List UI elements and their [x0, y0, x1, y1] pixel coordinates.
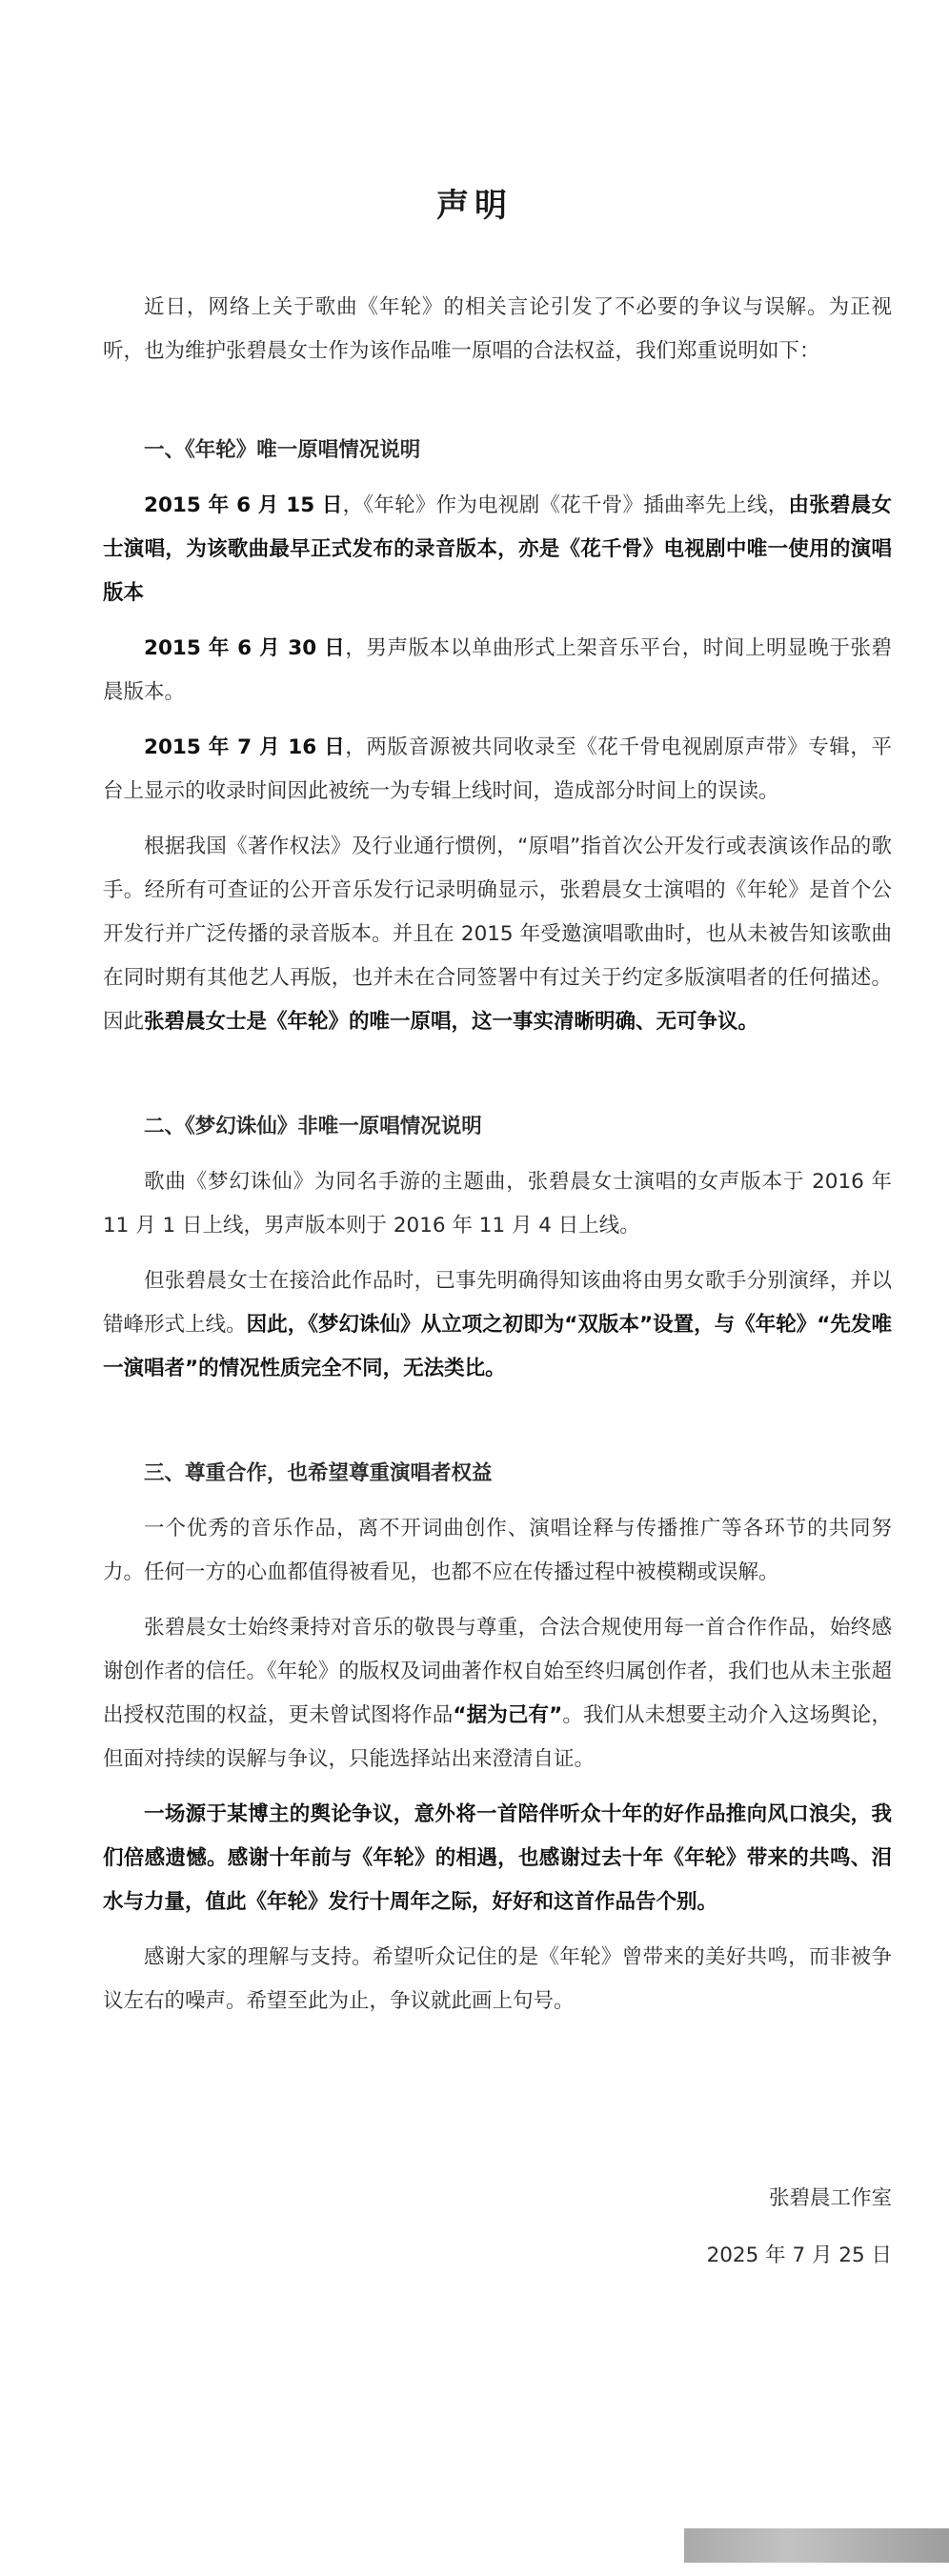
intro-paragraph: 近日，网络上关于歌曲《年轮》的相关言论引发了不必要的争议与误解。为正视听，也为维护张碧晨女士作为该作品唯一原唱的合法权益，我们郑重说明如下： [103, 295, 892, 363]
section-1-paragraph-4: 根据我国《著作权法》及行业通行惯例，“原唱”指首次公开发行或表演该作品的歌手。经所有可查证的公开音乐发行记录明确显示，张碧晨女士演唱的《年轮》是首个公开发行并广泛传播的录音版本。并且在 2015 年受邀演唱歌曲时，也从未被告知该歌曲在同时期有其他艺人再版，也并未在合同签署中有过关于约定多版演唱者的任何描述。因此张碧晨女士是《年轮》的唯一原唱，这一事实清晰明确、无可争议。 [103, 835, 892, 1034]
statement-body [103, 286, 892, 2035]
page-title: 声明 [436, 187, 513, 225]
section-2-paragraph-2: 但张碧晨女士在接洽此作品时，已事先明确得知该曲将由男女歌手分别演绎，并以错峰形式上线。因此，《梦幻诛仙》从立项之初即为“双版本”设置，与《年轮》“先发唯一演唱者”的情况性质完全不同，无法类比。 [103, 1269, 892, 1380]
signature-name: 张碧晨工作室 [768, 2186, 892, 2210]
section-3-paragraph-3: 一场源于某博主的舆论争议，意外将一首陪伴听众十年的好作品推向风口浪尖，我们倍感遗憾。感谢十年前与《年轮》的相遇，也感谢过去十年《年轮》带来的共鸣、泪水与力量，值此《年轮》发行十周年之际，好好和这首作品告个别。 [103, 1802, 892, 1914]
section-1-paragraph-1: 2015 年 6 月 15 日，《年轮》作为电视剧《花千骨》插曲率先上线，由张碧晨女士演唱，为该歌曲最早正式发布的录音版本，亦是《花千骨》电视剧中唯一使用的演唱版本 [103, 493, 892, 605]
section-1-paragraph-3: 2015 年 7 月 16 日，两版音源被共同收录至《花千骨电视剧原声带》专辑，平台上显示的收录时间因此被统一为专辑上线时间，造成部分时间上的误读。 [103, 735, 892, 803]
section-3-paragraph-4: 感谢大家的理解与支持。希望听众记住的是《年轮》曾带来的美好共鸣，而非被争议左右的噪声。希望至此为止，争议就此画上句号。 [103, 1945, 892, 2013]
watermark-bar [684, 2528, 949, 2563]
section-3-heading: 三、尊重合作，也希望尊重演唱者权益 [144, 1461, 493, 1485]
section-1-paragraph-2: 2015 年 6 月 30 日，男声版本以单曲形式上架音乐平台，时间上明显晚于张碧晨版本。 [103, 636, 892, 704]
section-2-heading: 二、《梦幻诛仙》非唯一原唱情况说明 [144, 1115, 482, 1138]
date-text: 2015 年 7 月 16 日 [144, 735, 346, 759]
section-3-paragraph-2: 张碧晨女士始终秉持对音乐的敬畏与尊重，合法合规使用每一首合作作品，始终感谢创作者的信任。《年轮》的版权及词曲著作权自始至终归属创作者，我们也从未主张超出授权范围的权益，更未曾试图将作品“据为己有”。我们从未想要主动介入这场舆论，但面对持续的误解与争议，只能选择站出来澄清自证。 [103, 1616, 892, 1771]
date-text: 2015 年 6 月 30 日 [144, 636, 346, 660]
date-text: 2015 年 6 月 15 日 [144, 493, 343, 517]
section-1-heading: 一、《年轮》唯一原唱情况说明 [144, 438, 421, 462]
section-2-paragraph-1: 歌曲《梦幻诛仙》为同名手游的主题曲，张碧晨女士演唱的女声版本于 2016 年 11 月 1 日上线，男声版本则于 2016 年 11 月 4 日上线。 [103, 1170, 892, 1238]
section-3-paragraph-1: 一个优秀的音乐作品，离不开词曲创作、演唱诠释与传播推广等各环节的共同努力。任何一方的心血都值得被看见，也都不应在传播过程中被模糊或误解。 [103, 1517, 892, 1584]
signature-date: 2025 年 7 月 25 日 [706, 2244, 892, 2267]
